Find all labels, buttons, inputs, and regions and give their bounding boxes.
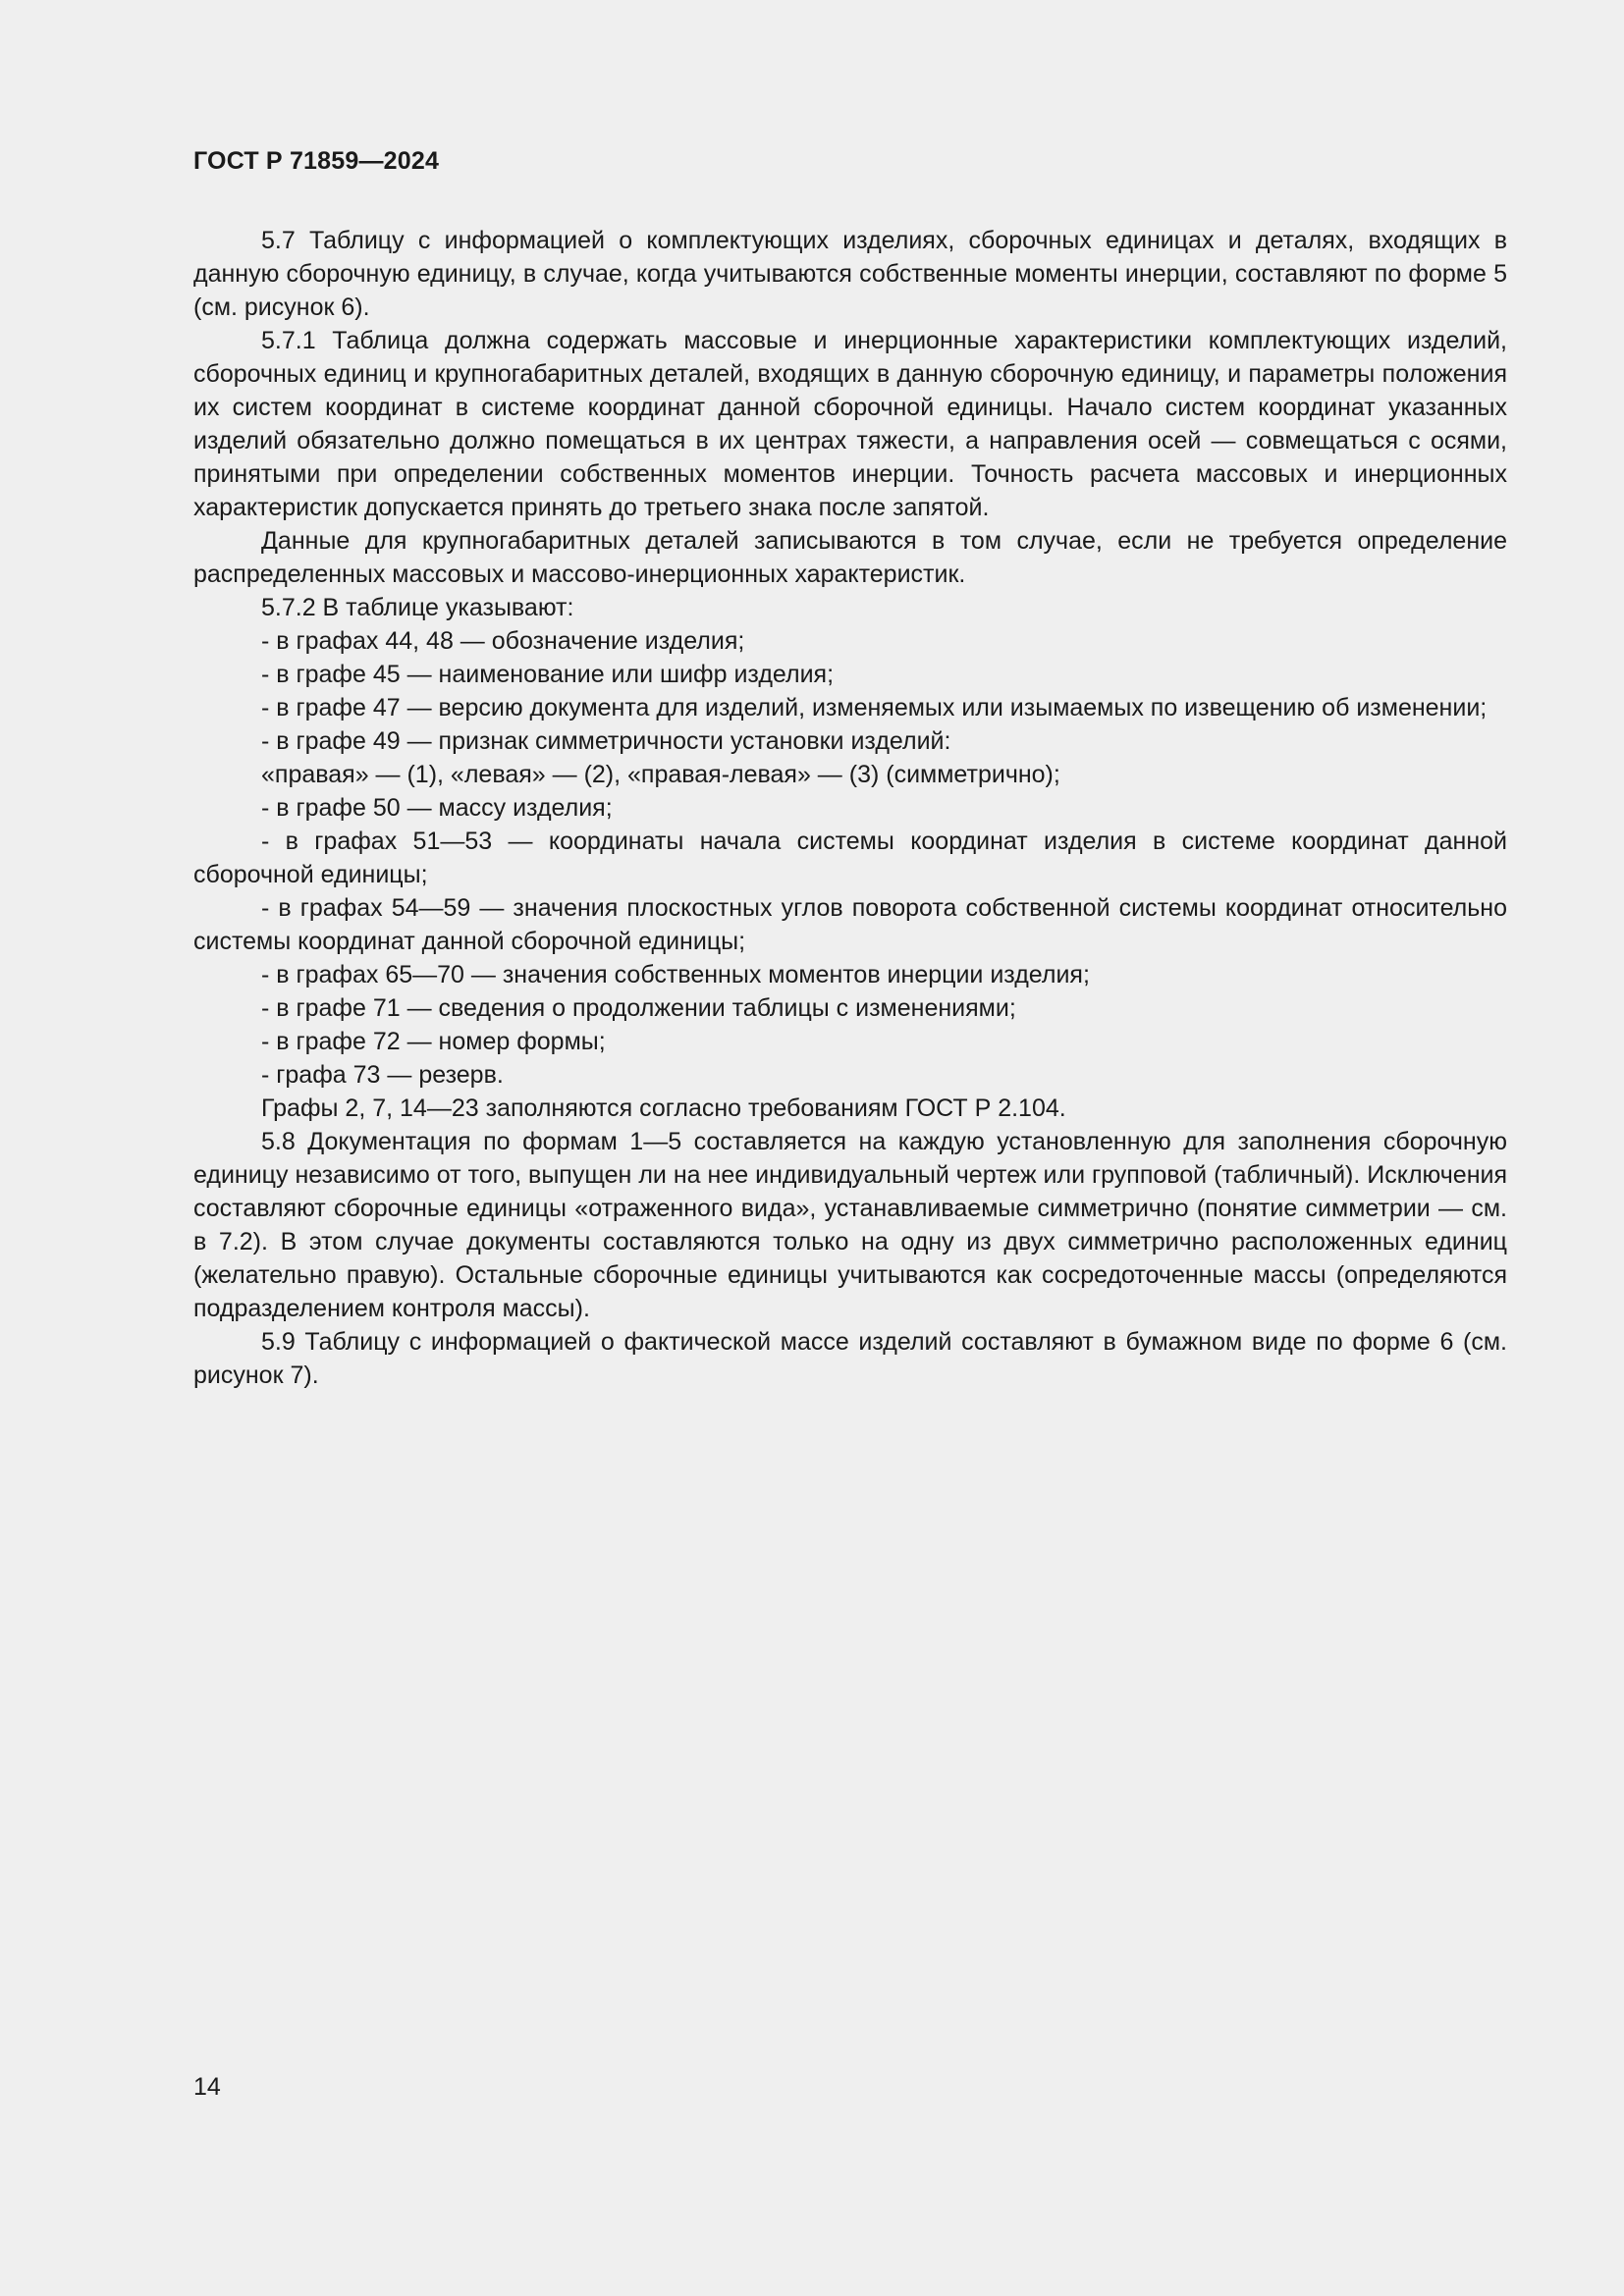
paragraph-5-7-1: 5.7.1 Таблица должна содержать массовые и инерционные характеристики комплектующих изделий, сборочных единиц и крупногабаритных деталей, входящих в данную сборочную единицу, и параметры положения их систем координат в системе координат данной сборочной единицы. Начало систем координат указанных изделий обязательно должно помещаться в их центрах тяжести, а направления осей — совмещаться с осями, принятыми при определении собственных моментов инерции. Точность расчета массовых и инерционных характеристик допускается принять до третьего знака после запятой.: [193, 327, 1507, 521]
list-item: - в графе 50 — массу изделия;: [261, 794, 613, 822]
list-item: - в графах 65—70 — значения собственных моментов инерции изделия;: [261, 961, 1090, 988]
list-item: - в графах 51—53 — координаты начала системы координат изделия в системе координат данной сборочной единицы;: [193, 828, 1507, 888]
list-item: - в графах 54—59 — значения плоскостных углов поворота собственной системы координат относительно системы координат данной сборочной единицы;: [193, 894, 1507, 955]
symmetry-values-line: «правая» — (1), «левая» — (2), «правая-левая» — (3) (симметрично);: [261, 761, 1060, 788]
document-code-header: ГОСТ Р 71859—2024: [193, 147, 440, 175]
list-item: - в графе 71 — сведения о продолжении таблицы с изменениями;: [261, 994, 1016, 1022]
list-item: - в графах 44, 48 — обозначение изделия;: [261, 627, 745, 655]
list-item: - в графе 47 — версию документа для изделий, изменяемых или изымаемых по извещению об изменении;: [261, 694, 1488, 721]
paragraph-5-7-2: 5.7.2 В таблице указывают:: [261, 594, 574, 621]
paragraph-5-9: 5.9 Таблицу с информацией о фактической массе изделий составляют в бумажном виде по форме 6 (см. рисунок 7).: [193, 1328, 1507, 1389]
paragraph-5-7: 5.7 Таблицу с информацией о комплектующих изделиях, сборочных единицах и деталях, входящих в данную сборочную единицу, в случае, когда учитываются собственные моменты инерции, составляют по форме 5 (см. рисунок 6).: [193, 227, 1507, 321]
list-item: - в графе 45 — наименование или шифр изделия;: [261, 661, 835, 688]
paragraph-large-parts-note: Данные для крупногабаритных деталей записываются в том случае, если не требуется определение распределенных массовых и массово-инерционных характеристик.: [193, 527, 1507, 588]
list-item: - в графе 72 — номер формы;: [261, 1028, 606, 1055]
document-body: [193, 224, 1507, 1392]
list-item: - в графе 49 — признак симметричности установки изделий:: [261, 727, 951, 755]
list-item: - графа 73 — резерв.: [261, 1061, 504, 1089]
paragraph-5-8: 5.8 Документация по формам 1—5 составляется на каждую установленную для заполнения сборочную единицу независимо от того, выпущен ли на нее индивидуальный чертеж или групповой (табличный). Исключения составляют сборочные единицы «отраженного вида», устанавливаемые симметрично (понятие симметрии — см. в 7.2). В этом случае документы составляются только на одну из двух симметрично расположенных единиц (желательно правую). Остальные сборочные единицы учитываются как сосредоточенные массы (определяются подразделением контроля массы).: [193, 1128, 1507, 1322]
page-number: 14: [193, 2073, 221, 2101]
paragraph-columns-note: Графы 2, 7, 14—23 заполняются согласно требованиям ГОСТ Р 2.104.: [261, 1095, 1066, 1122]
